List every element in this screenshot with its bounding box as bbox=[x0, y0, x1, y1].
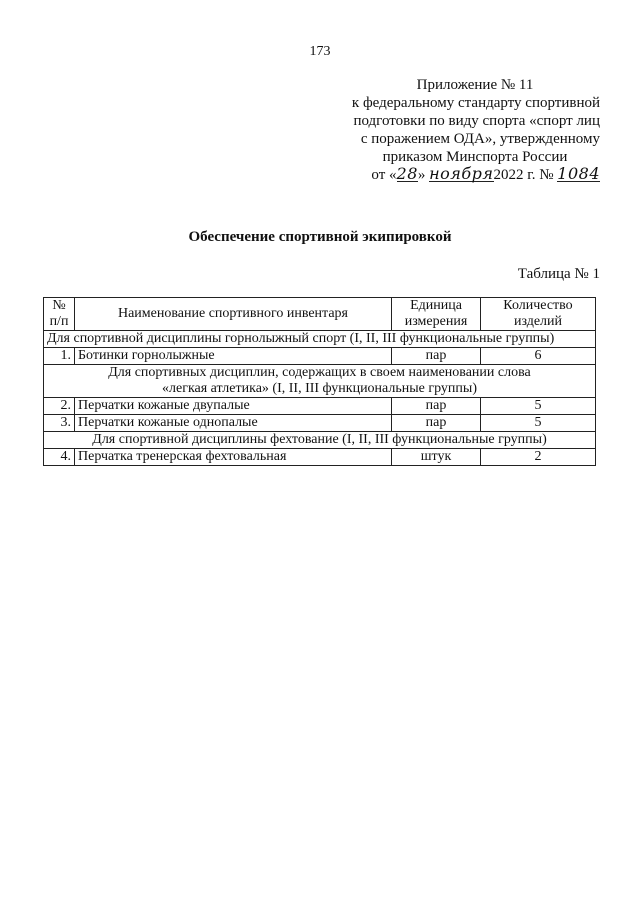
section-row bbox=[44, 432, 596, 449]
handwritten-month: ноября bbox=[429, 164, 494, 183]
header-qty-line2: изделий bbox=[513, 314, 563, 329]
header-qty bbox=[481, 298, 596, 331]
row-qty: 5 bbox=[481, 415, 596, 432]
appendix-line: приказом Минспорта России bbox=[382, 149, 568, 165]
section-athletics-line1: Для спортивных дисциплин, содержащих в своем наименовании слова bbox=[108, 365, 531, 380]
appendix-title: Приложение № 11 bbox=[416, 77, 534, 93]
row-qty: 2 bbox=[481, 449, 596, 466]
table-row bbox=[44, 415, 596, 432]
date-prefix: от « bbox=[371, 167, 397, 183]
section-athletics bbox=[44, 365, 596, 398]
page-number: 173 bbox=[309, 44, 331, 59]
row-name: Перчатка тренерская фехтовальная bbox=[75, 449, 392, 466]
table-header-row bbox=[44, 298, 596, 331]
header-name: Наименование спортивного инвентаря bbox=[75, 298, 392, 331]
row-unit: пар bbox=[392, 415, 481, 432]
table-number: Таблица № 1 bbox=[517, 266, 600, 282]
handwritten-day: 28 bbox=[396, 164, 418, 183]
table-row bbox=[44, 398, 596, 415]
table-row bbox=[44, 449, 596, 466]
header-qty-line1: Количество bbox=[503, 298, 573, 313]
row-unit: штук bbox=[392, 449, 481, 466]
row-unit: пар bbox=[392, 398, 481, 415]
row-num: 1. bbox=[44, 348, 75, 365]
section-fencing: Для спортивной дисциплины фехтование (I, II, III функциональные группы) bbox=[44, 432, 596, 449]
row-qty: 6 bbox=[481, 348, 596, 365]
appendix-line: с поражением ОДА», утвержденному bbox=[360, 131, 600, 147]
header-unit-line1: Единица bbox=[410, 298, 462, 313]
header-unit-line2: измерения bbox=[404, 314, 468, 329]
header-num-line1: № bbox=[52, 298, 66, 313]
table-row bbox=[44, 348, 596, 365]
date-mid: » bbox=[417, 167, 426, 183]
header-num bbox=[44, 298, 75, 331]
header-unit bbox=[392, 298, 481, 331]
section-row bbox=[44, 365, 596, 398]
row-name: Перчатки кожаные однопалые bbox=[75, 415, 392, 432]
row-num: 4. bbox=[44, 449, 75, 466]
section-athletics-line2: «легкая атлетика» (I, II, III функциональные группы) bbox=[162, 381, 477, 396]
handwritten-order-number: 1084 bbox=[557, 164, 600, 183]
header-num-line2: п/п bbox=[49, 314, 69, 329]
row-unit: пар bbox=[392, 348, 481, 365]
appendix-line: подготовки по виду спорта «спорт лиц bbox=[353, 113, 600, 129]
row-num: 2. bbox=[44, 398, 75, 415]
order-date-line bbox=[300, 166, 600, 184]
section-alpine-skiing: Для спортивной дисциплины горнолыжный спорт (I, II, III функциональные группы) bbox=[44, 331, 596, 348]
row-qty: 5 bbox=[481, 398, 596, 415]
row-num: 3. bbox=[44, 415, 75, 432]
appendix-block bbox=[300, 76, 600, 184]
row-name: Ботинки горнолыжные bbox=[75, 348, 392, 365]
date-year: 2022 г. № bbox=[493, 167, 554, 183]
appendix-line: к федеральному стандарту спортивной bbox=[351, 95, 600, 111]
section-row bbox=[44, 331, 596, 348]
document-title: Обеспечение спортивной экипировкой bbox=[188, 229, 452, 245]
equipment-table bbox=[43, 297, 596, 466]
row-name: Перчатки кожаные двупалые bbox=[75, 398, 392, 415]
